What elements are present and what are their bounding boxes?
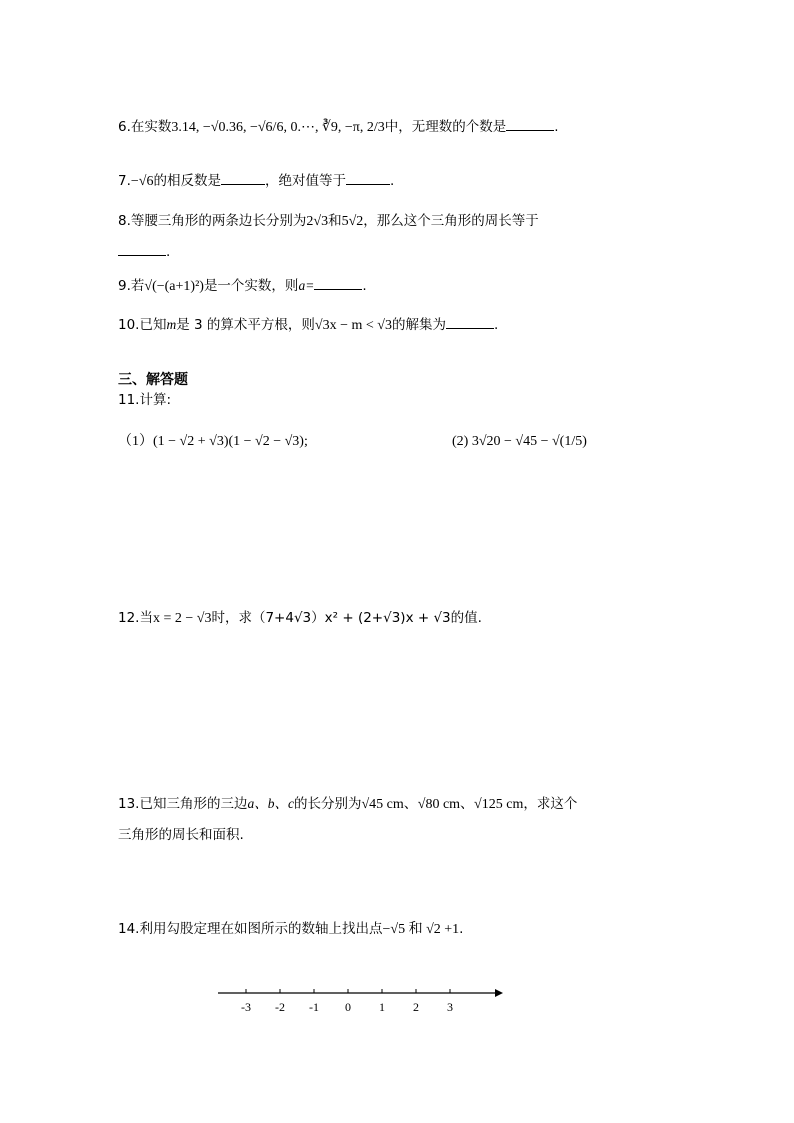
- q6-prefix: 在实数: [130, 119, 172, 135]
- q8-side-b: 5√2: [341, 214, 364, 229]
- q7-end: .: [389, 173, 395, 189]
- q10-text1: 已知: [139, 317, 167, 333]
- q13-line2: 三角形的周长和面积.: [118, 827, 244, 843]
- q9-radical-expr: √(−(a+1)²): [144, 279, 204, 294]
- q10-var: m: [166, 317, 177, 332]
- number-line-tick-label: 2: [413, 1000, 419, 1014]
- q12-condition: x = 2 − √3: [152, 611, 212, 626]
- number-line-tick-label: 3: [447, 1000, 453, 1014]
- q6-end: .: [554, 119, 559, 135]
- q6-number-list: 3.14, −√0.36, −√6/6, 0.⋯, ∛9, −π, 2/3: [171, 120, 385, 135]
- q14-points: −√5 和 √2 +1: [382, 922, 460, 937]
- q13-text3: ，求这个: [523, 796, 578, 812]
- question-12: [118, 609, 482, 628]
- q10-text2: 是 3 的算术平方根，则: [176, 317, 315, 333]
- q10-end: .: [493, 317, 499, 333]
- q13-number: 13.: [118, 796, 140, 812]
- q12-number: 12.: [118, 610, 140, 626]
- question-13-line2: [118, 826, 244, 844]
- number-line-arrow-icon: [495, 989, 503, 997]
- q8-and: 和: [328, 213, 342, 229]
- q11-part1-expr: （1）(1 − √2 + √3)(1 − √2 − √3);: [118, 434, 308, 449]
- q11-part2: [452, 432, 587, 451]
- q6-answer-blank[interactable]: [506, 129, 554, 131]
- question-7: [118, 172, 394, 191]
- q9-prefix: 若: [130, 278, 145, 294]
- q10-answer-blank[interactable]: [446, 327, 494, 329]
- question-9: [118, 277, 367, 296]
- q10-text3: 的解集为: [391, 317, 446, 333]
- q11-text: 计算:: [139, 392, 172, 408]
- q8-answer-blank[interactable]: [118, 254, 166, 256]
- number-line-tick-label: -1: [309, 1000, 319, 1014]
- q12-text1: 当: [139, 610, 153, 626]
- q8-text2: ，那么这个三角形的周长等于: [363, 213, 539, 229]
- q11-part2-expr: (2) 3√20 − √45 − √(1/5): [452, 434, 587, 449]
- question-6: [118, 118, 559, 137]
- section-3-heading: 三、解答题: [118, 372, 188, 388]
- number-line-tick-label: 0: [345, 1000, 351, 1014]
- q8-text1: 等腰三角形的两条边长分别为: [130, 213, 307, 229]
- q11-part1: [118, 432, 308, 451]
- q8-number: 8.: [118, 213, 131, 229]
- q7-number: 7.: [118, 173, 131, 189]
- question-8-line2: [118, 243, 170, 261]
- question-8: [118, 212, 539, 231]
- q9-end: .: [362, 278, 367, 294]
- q13-text1: 已知三角形的三边: [139, 796, 248, 812]
- q9-answer-blank[interactable]: [314, 288, 362, 290]
- q7-blank-opposite[interactable]: [221, 183, 265, 185]
- q7-blank-absolute[interactable]: [346, 183, 390, 185]
- q8-end: .: [166, 244, 171, 260]
- question-14: [118, 920, 463, 939]
- number-line: [210, 980, 520, 1020]
- q9-var: a=: [298, 278, 315, 293]
- q7-text2: ，绝对值等于: [264, 173, 346, 189]
- q12-text3: 的值.: [450, 610, 482, 626]
- number-line-tick-label: -2: [275, 1000, 285, 1014]
- q13-lengths: √45 cm、√80 cm、√125 cm: [361, 797, 524, 812]
- q9-number: 9.: [118, 278, 131, 294]
- question-13: [118, 795, 577, 814]
- q6-suffix: 中，无理数的个数是: [384, 119, 507, 135]
- q12-expression: 时，求（7+4√3）x² + (2+√3)x + √3: [211, 610, 451, 626]
- q14-text: 利用勾股定理在如图所示的数轴上找出点: [139, 921, 383, 937]
- number-line-tick-label: -3: [241, 1000, 251, 1014]
- q9-text: 是一个实数，则: [203, 278, 299, 294]
- q10-number: 10.: [118, 317, 140, 333]
- q10-inequality: √3x − m < √3: [314, 318, 392, 333]
- number-line-tick-label: 1: [379, 1000, 385, 1014]
- q11-number: 11.: [118, 392, 140, 408]
- q13-sides: a、b、c: [247, 796, 294, 811]
- q13-text2: 的长分别为: [293, 796, 362, 812]
- q14-number: 14.: [118, 921, 140, 937]
- q8-side-a: 2√3: [306, 214, 329, 229]
- q7-expr: −√6: [130, 174, 154, 189]
- q7-text1: 的相反数是: [153, 173, 221, 189]
- question-11: [118, 391, 171, 409]
- question-10: [118, 316, 498, 335]
- q14-end: .: [459, 921, 464, 937]
- q6-number: 6.: [118, 119, 131, 135]
